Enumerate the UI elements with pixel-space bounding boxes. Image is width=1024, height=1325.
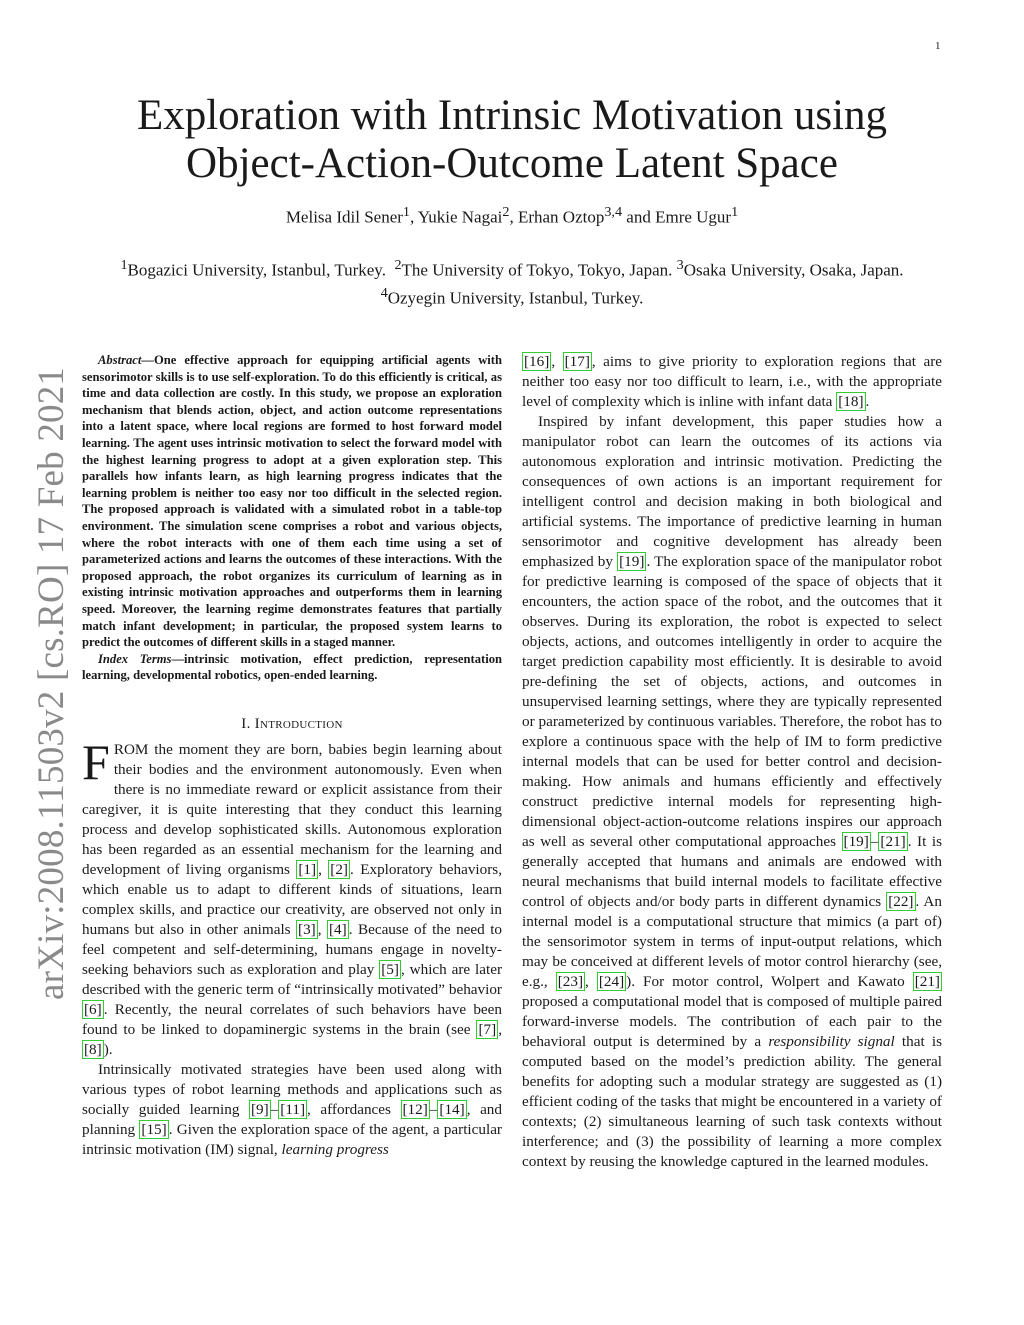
citation-link[interactable]: [7] [478, 1020, 497, 1038]
section-heading: I. Introduction [241, 715, 343, 732]
author-affiliation-mark: 1 [402, 204, 410, 220]
abstract [82, 352, 502, 651]
author-affiliation-mark: 1 [731, 204, 739, 220]
citation-link[interactable]: [9] [250, 1100, 269, 1118]
citation-link[interactable]: [11] [280, 1100, 306, 1118]
citation-link[interactable]: [24] [598, 973, 625, 990]
body-text: . Exploratory behaviors, which enable us to adapt to different kinds of situations, learn complex skills, and practice our creativity, are observed not only in humans but also in other animals [82, 860, 503, 938]
body-text: . Because of the need to feel competent and self-determining, humans engage in novelty-seeking behaviors such as exploration and play [82, 920, 503, 978]
affiliation-mark: 2 [394, 257, 402, 273]
index-terms [82, 651, 502, 684]
author-name: Yukie Nagai [417, 207, 503, 227]
body-text: ). For motor control, Wolpert and Kawato [626, 973, 913, 990]
abstract-label: Abstract [98, 353, 142, 367]
author-name: Melisa Idil Sener [285, 207, 403, 227]
abstract-text: —One effective approach for equipping artificial agents with sensorimotor skills is to use self-exploration. To do this efficiently is critical, as time and data collection are costly. In this study, we propose an exploration mechanism that blends action, object, and action outcome representations into a latent space, where local regions are formed to host forward model learning. The agent uses intrinsic motivation to select the forward model with the highest learning progress to adopt at a given exploration step. This parallels how infants learn, as high learning progress indicates that the learning problem is neither too easy nor too difficult in the selected region. The proposed approach is validated with a simulated robot in a table-top environment. The simulation scene comprises a robot and various objects, where the robot interacts with one of them each time using a set of parameterized actions and learns the outcomes of these interactions. With the proposed approach, the robot organizes its curriculum of learning as in existing intrinsic motivation approaches and outperforms them in learning speed. Moreover, the learning regime demonstrates features that partially match infant development; in particular, the proposed system learns to predict the outcomes of different skills in a staged manner. [82, 353, 502, 650]
right-paragraph-1: [16] , [17] , aims to give priority to exploration regions that are neither too easy nor too difficult to learn, i.e., with the appropriate level of complexity which is inline with infant data [18] . [522, 353, 942, 410]
body-text: . [865, 393, 870, 410]
left-column [82, 352, 502, 1160]
citation-link[interactable]: [19] [843, 833, 869, 850]
author-affiliation-mark: 3,4 [604, 204, 623, 220]
citation-link[interactable]: [14] [439, 1100, 465, 1118]
page-number: 1 [935, 40, 941, 52]
body-text: ). [103, 1040, 113, 1058]
citation-link[interactable]: [16] [524, 353, 550, 370]
affiliation: The University of Tokyo, Tokyo, Japan. [401, 260, 673, 280]
body-text: , and planning [82, 1100, 502, 1138]
body-text: that is computed based on the model’s prediction ability. The general benefits for adopting such a modular strategy are suggested as (1) efficient coding of the tasks that might be encountered in a variety of contexts; (2) simultaneous learning of such task contexts without interference; and (3) the possibility of learning a more complex context by reusing the knowledge captured in the learned modules. [522, 1033, 942, 1170]
body-text: , affordances [307, 1100, 401, 1118]
citation-link[interactable]: [21] [914, 973, 940, 990]
title-line-1: Exploration with Intrinsic Motivation using [136, 92, 888, 139]
arxiv-identifier: arXiv:2008.11503v2 [cs.RO] 17 Feb 2021 [31, 366, 72, 1000]
body-text: . Recently, the neural correlates of such behaviors have been found to be linked to dopaminergic systems in the brain (see [82, 1000, 502, 1038]
citation-link[interactable]: [15] [141, 1120, 167, 1138]
citation-link[interactable]: [12] [402, 1100, 428, 1118]
citation-link[interactable]: [8] [84, 1040, 102, 1058]
intro-paragraph-1: FROM the moment they are born, babies begin learning about their bodies and the environment autonomously. Even when there is no immediate reward or explicit assistance from their caregiver, it is quite interesting that they conduct this learning process and develop sophisticated skills. Autonomous exploration has been regarded as an essential mechanism for the learning and development of living organisms [1] , [2] . Exploratory behaviors, which enable us to adapt to different kinds of situations, learn complex skills, and practice our creativity, are observed not only in humans but also in other animals [3] , [4] . Because of the need to feel competent and self-determining, humans engage in novelty-seeking behaviors such as exploration and play [5] , which are later described with the generic term of “intrinsically motivated” behavior [6] . Recently, the neural correlates of such behaviors have been found to be linked to dopaminergic systems in the brain (see [7] , [8] ). [82, 733, 503, 1058]
body-text: . It is generally accepted that humans and animals are endowed with neural mechanisms that build internal models to facilitate effective control of objects and/or body parts in different dynamics [522, 833, 942, 910]
citation-link[interactable]: [18] [838, 393, 864, 410]
body-text: . Given the exploration space of the agent, a particular intrinsic motivation (IM) signal, [82, 1120, 502, 1158]
citation-link[interactable]: [1] [298, 860, 317, 878]
citation-link[interactable]: [22] [888, 893, 914, 910]
author-list: Melisa Idil Sener$^1$, Yukie Nagai$^2$, Erhan Oztop$^{3,4}$ and Emre Ugur$^1$ [285, 204, 739, 227]
affiliation-mark: 3 [676, 257, 684, 273]
citation-link[interactable]: [5] [381, 960, 399, 978]
affiliation-list [90, 254, 934, 309]
body-text: Inspired by infant development, this paper studies how a manipulator robot can learn the outcomes of its actions via autonomous exploration and intrinsic motivation. Predicting the consequences of own actions is an important requirement for intelligent control and decision making in both biological and artificial systems. The importance of predictive learning in human sensorimotor and cognitive development has already been emphasized by [522, 413, 942, 570]
citation-link[interactable]: [4] [329, 920, 347, 938]
citation-link[interactable]: [19] [619, 553, 645, 570]
drop-cap: F [82, 733, 110, 790]
citation-link[interactable]: [21] [880, 833, 906, 850]
affiliation: Ozyegin University, Istanbul, Turkey. [387, 288, 644, 308]
right-paragraph-2: Inspired by infant development, this paper studies how a manipulator robot can learn the outcomes of its actions via autonomous exploration and intrinsic motivation. Predicting the consequences of own actions is an important requirement for intelligent control and decision making in both biological and artificial systems. The importance of predictive learning in human sensorimotor and cognitive development has already been emphasized by [19] . The exploration space of the manipulator robot for predictive learning is composed of the space of objects that it encounters, the action space of the robot, and the outcomes that it observes. During its exploration, the robot is expected to select objects, actions, and outcomes intelligently in order to acquire the target prediction capability most efficiently. It is desirable to avoid pre-defining the set of objects, actions, and outcomes in unsupervised learning settings, where they are typically represented or parameterized by continuous variables. Therefore, the robot has to explore a continuous space with the help of IM to form predictive internal models that can be used for better control and decision-making. How animals and humans efficiently and effectively construct predictive internal models for representing high-dimensional object-action-outcome relations inspires our approach as well as several other computational approaches [19] – [21] . It is generally accepted that humans and animals are endowed with neural mechanisms that build internal models to facilitate effective control of objects and/or body parts in different dynamics [22] . An internal model is a computational structure that mimics (a part of) the sensorimotor system in terms of input-output relations, which may be conceived at different levels of motor control hierarchy (see, e.g., [23] , [24] ). For motor control, Wolpert and Kawato [21] proposed a computational model that is composed of multiple paired forward-inverse models. The contribution of each pair to the behavioral output is determined by a responsibility signal that is computed based on the model’s prediction ability. The general benefits for adopting such a modular strategy are suggested as (1) efficient coding of the tasks that might be encountered in a variety of contexts; (2) simultaneous learning of such task contexts without interference; and (3) the possibility of learning a more complex context by reusing the knowledge captured in the learned modules. [522, 413, 942, 1170]
citation-link[interactable]: [3] [298, 920, 316, 938]
citation-link[interactable]: [2] [330, 860, 348, 878]
affiliation-mark: 4 [380, 284, 388, 301]
author-affiliation-mark: 2 [502, 204, 510, 220]
body-text: , which are later described with the generic term of “intrinsically motivated” behavior [82, 960, 503, 998]
affiliation: Osaka University, Osaka, Japan. [683, 260, 904, 280]
body-text: ROM the moment they are born, babies begin learning about their bodies and the environment autonomously. Even when there is no immediate reward or explicit assistance from their caregiver, it is quite interesting that they conduct this learning process and develop sophisticated skills. Autonomous exploration has been regarded as an essential mechanism for the learning and development of living organisms [82, 740, 502, 878]
index-terms-label: Index Terms [98, 651, 172, 666]
right-column [522, 352, 942, 1172]
emphasized-term: responsibility signal [768, 1033, 895, 1050]
body-text: , aims to give priority to exploration regions that are neither too easy nor too difficult to learn, i.e., with the appropriate level of complexity which is inline with infant data [522, 353, 942, 410]
citation-link[interactable]: [17] [564, 353, 590, 370]
author-name: Erhan Oztop [517, 207, 605, 227]
paper-title [100, 92, 924, 188]
affiliation-mark: 1 [120, 257, 128, 273]
body-text: . The exploration space of the manipulator robot for predictive learning is composed of the space of objects that it encounters, the action space of the robot, and the outcomes that it observes. During its exploration, the robot is expected to select objects, actions, and outcomes intelligently in order to acquire the target prediction capability most efficiently. It is desirable to avoid pre-defining the set of objects, actions, and outcomes in unsupervised learning settings, where they are typically represented or parameterized by continuous variables. Therefore, the robot has to explore a continuous space with the help of IM to form predictive internal models that can be used for better control and decision-making. How animals and humans efficiently and effectively construct predictive internal models for representing high-dimensional object-action-outcome relations inspires our approach as well as several other computational approaches [522, 553, 942, 850]
citation-link[interactable]: [23] [557, 973, 584, 990]
body-text: Intrinsically motivated strategies have been used along with various types of robot learning methods and applications such as socially guided learning [82, 1060, 502, 1118]
affiliation: Bogazici University, Istanbul, Turkey. [127, 260, 386, 280]
intro-paragraph-2: Intrinsically motivated strategies have been used along with various types of robot learning methods and applications such as socially guided learning [9] – [11] , affordances [12] – [14] , and planning [15] . Given the exploration space of the agent, a particular intrinsic motivation (IM) signal, learning progress [82, 1060, 502, 1158]
body-text: proposed a computational model that is composed of multiple paired forward-inverse models. The contribution of each pair to the behavioral output is determined by a [522, 993, 942, 1050]
emphasized-term: learning progress [281, 1140, 389, 1158]
author-name: Emre Ugur [655, 207, 732, 227]
citation-link[interactable]: [6] [84, 1000, 102, 1018]
body-text: . An internal model is a computational structure that mimics (a part of) the sensorimotor system in terms of input-output relations, which may be conceived at different levels of motor control hierarchy (see, e.g., [522, 893, 942, 990]
title-line-2: Object-Action-Outcome Latent Space [186, 140, 838, 187]
index-terms-text: —intrinsic motivation, effect prediction, representation learning, developmental robotics, open-ended learning. [82, 651, 502, 683]
